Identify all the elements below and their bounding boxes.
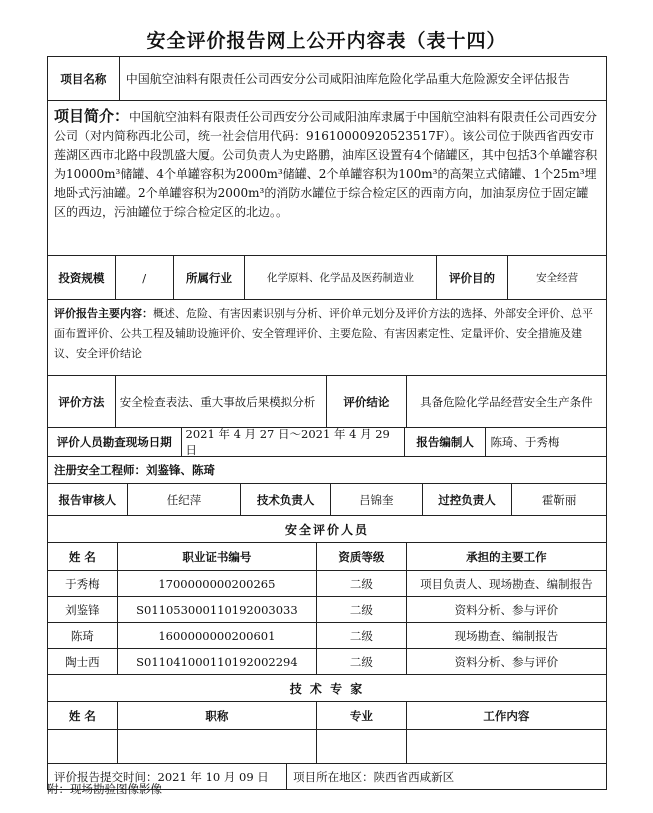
project-name-label: 项目名称 [48,57,120,100]
staff-header-cert: 职业证书编号 [118,543,317,570]
staff-cert: 1600000000200601 [118,623,317,648]
staff-level: 二级 [317,623,407,648]
page-title: 安全评价报告网上公开内容表（表十四） [146,30,507,52]
staff-section-row [47,516,607,543]
report-content [48,300,606,375]
staff-header-row [47,543,607,571]
report-content-text: 概述、危险、有害因素识别与分析、评价单元划分及评价方法的选择、外部安全评价、总平面布置评价、公共工程及辅助设施评价、安全管理评价、主要危险、有害因素定性、定量评价、安全措施及建议、安全评价结论 [54,307,593,360]
investment-value: / [116,256,174,299]
survey-label: 评价人员勘查现场日期 [48,428,182,456]
staff-section-title: 安全评价人员 [284,522,369,537]
compiler-value: 陈琦、于秀梅 [490,435,560,449]
tech-value: 吕锦奎 [331,484,423,515]
staff-header-level: 资质等级 [317,543,407,570]
experts-section-row [47,675,607,702]
submission-location [287,764,606,789]
engineers-label: 注册安全工程师： [54,463,146,477]
staff-header-work: 承担的主要工作 [466,549,547,564]
staff-cert: S011041000110192002294 [118,649,317,674]
report-content-row [47,300,607,376]
staff-name: 刘鉴锋 [48,597,118,622]
submission-location-label: 项目所在地区： [293,769,374,784]
engineers-row [47,457,607,484]
experts-header-major: 专业 [317,702,407,729]
staff-name: 于秀梅 [48,571,118,596]
control-label: 过控负责人 [423,484,513,515]
review-value: 任纪萍 [128,484,242,515]
survey-row [47,428,607,457]
conclusion-value: 具备危险化学品经营安全生产条件 [420,394,593,409]
industry-value: 化学原料、化学品及医药制造业 [245,256,436,299]
experts-section-title: 技 术 专 家 [289,681,365,696]
table-row [47,597,607,623]
expert-name-cell [48,730,118,763]
review-label: 报告审核人 [48,484,128,515]
experts-header-row [47,702,607,730]
submission-location-value: 陕西省西咸新区 [373,769,455,784]
project-intro-row [47,101,607,256]
staff-work: 现场勘查、编制报告 [454,628,559,643]
staff-name: 陈琦 [48,623,118,648]
project-name-row [47,56,607,101]
expert-major-cell [317,730,407,763]
method-value: 安全检查表法、重大事故后果模拟分析 [116,376,327,427]
survey-value: 2021 年 4 月 27 日～2021 年 4 月 29 日 [182,428,405,456]
experts-header-name: 姓 名 [48,702,118,729]
industry-label: 所属行业 [174,256,246,299]
table-row [47,649,607,675]
table-row [47,571,607,597]
engineers [48,457,606,483]
staff-level: 二级 [317,571,407,596]
reviewers-row [47,484,607,516]
compiler-label: 报告编制人 [405,428,487,456]
investment-label: 投资规模 [48,256,116,299]
submission-date-value: 2021 年 10 月 09 日 [157,769,269,784]
staff-work: 资料分析、参与评价 [454,602,559,617]
staff-header-name: 姓 名 [48,543,118,570]
staff-work: 资料分析、参与评价 [454,654,559,669]
experts-header-title: 职称 [118,702,317,729]
submission-date-label: 评价报告提交时间： [54,769,158,784]
project-intro-text: 中国航空油料有限责任公司西安分公司咸阳油库隶属于中国航空油料有限责任公司西安分公司（对内简称西北公司，统一社会信用代码：91610000920523517F）。该公司位于陕西省西安市莲湖区西市北路中段凯盛大厦。公司负责人为史路鹏，油库区设置有4个储罐区，其中包括3个单罐容积为10000m³储罐、4个单罐容积为2000m³储罐、2个单罐容积为100m³的高架立式储罐、1个25m³埋地卧式污油罐。2个单罐容积为2000m³的消防水罐位于综合检定区的西南方向，加油泵房位于固定罐区的西边，污油罐位于综合检定区的北边。。 [54,110,598,219]
tech-label: 技术负责人 [241,484,331,515]
method-row [47,376,607,428]
investment-row [47,256,607,300]
table-row [47,623,607,649]
control-value: 霍靳丽 [541,492,577,507]
purpose-value: 安全经营 [536,272,579,284]
staff-level: 二级 [317,597,407,622]
footnote: 附：现场勘验图像影像 [47,782,162,796]
disclosure-table [47,56,607,790]
purpose-label: 评价目的 [437,256,509,299]
expert-work-cell [407,730,606,763]
expert-title-cell [118,730,317,763]
staff-cert: 1700000000200265 [118,571,317,596]
experts-empty-row [47,730,607,764]
project-name-value: 中国航空油料有限责任公司西安分公司咸阳油库危险化学品重大危险源安全评估报告 [125,71,570,86]
staff-cert: S011053000110192003033 [118,597,317,622]
project-intro [48,101,606,255]
project-intro-label: 项目简介： [54,107,130,125]
engineers-value: 刘鉴锋、陈琦 [146,463,215,477]
experts-header-work: 工作内容 [483,708,530,723]
staff-name: 陶士西 [48,649,118,674]
staff-work: 项目负责人、现场勘查、编制报告 [420,576,593,591]
report-content-label: 评价报告主要内容： [54,307,153,320]
staff-level: 二级 [317,649,407,674]
conclusion-label: 评价结论 [327,376,407,427]
method-label: 评价方法 [48,376,116,427]
